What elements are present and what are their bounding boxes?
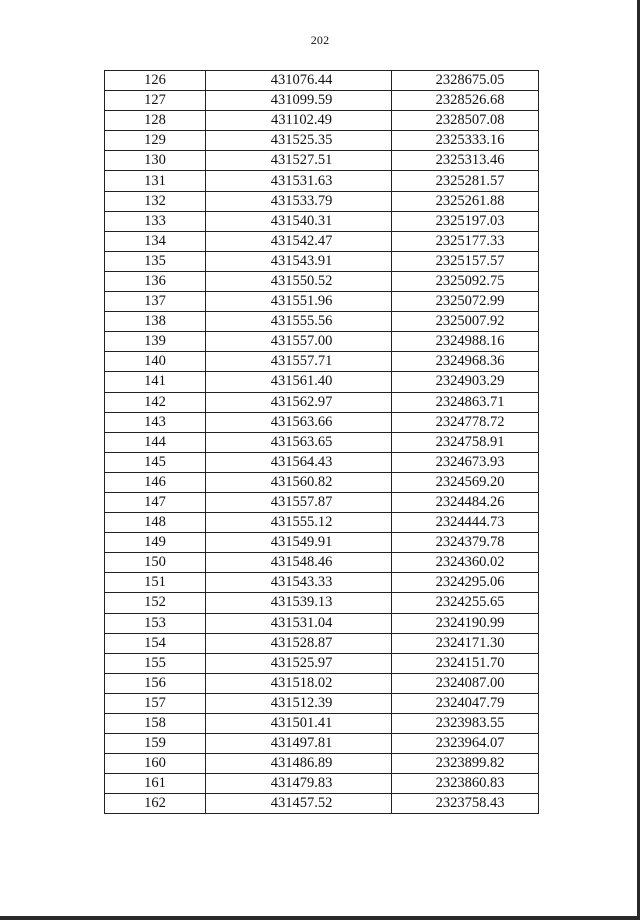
table-row xyxy=(105,492,539,512)
y-coordinate-cell: 2324863.71 xyxy=(392,392,539,412)
table-row xyxy=(105,392,539,412)
x-coordinate-cell: 431542.47 xyxy=(206,231,392,251)
y-coordinate-cell: 2323899.82 xyxy=(392,754,539,774)
x-coordinate-cell: 431555.56 xyxy=(206,312,392,332)
y-coordinate-cell: 2325072.99 xyxy=(392,292,539,312)
point-number-cell: 141 xyxy=(105,372,206,392)
y-coordinate-cell: 2325281.57 xyxy=(392,171,539,191)
point-number-cell: 144 xyxy=(105,432,206,452)
y-coordinate-cell: 2324255.65 xyxy=(392,593,539,613)
table-row xyxy=(105,71,539,91)
point-number-cell: 157 xyxy=(105,693,206,713)
y-coordinate-cell: 2325007.92 xyxy=(392,312,539,332)
table-row xyxy=(105,251,539,271)
table-row xyxy=(105,714,539,734)
y-coordinate-cell: 2324171.30 xyxy=(392,633,539,653)
table-row xyxy=(105,171,539,191)
y-coordinate-cell: 2328507.08 xyxy=(392,111,539,131)
point-number-cell: 143 xyxy=(105,412,206,432)
point-number-cell: 138 xyxy=(105,312,206,332)
table-row xyxy=(105,372,539,392)
table-row xyxy=(105,271,539,291)
page-number: 202 xyxy=(310,33,330,47)
y-coordinate-cell: 2324087.00 xyxy=(392,673,539,693)
point-number-cell: 147 xyxy=(105,492,206,512)
point-number-cell: 155 xyxy=(105,653,206,673)
y-coordinate-cell: 2324047.79 xyxy=(392,693,539,713)
point-number-cell: 139 xyxy=(105,332,206,352)
y-coordinate-cell: 2325092.75 xyxy=(392,271,539,291)
table-row xyxy=(105,131,539,151)
x-coordinate-cell: 431555.12 xyxy=(206,513,392,533)
table-row xyxy=(105,553,539,573)
table-row xyxy=(105,211,539,231)
y-coordinate-cell: 2328675.05 xyxy=(392,71,539,91)
table-row xyxy=(105,452,539,472)
point-number-cell: 148 xyxy=(105,513,206,533)
table-row xyxy=(105,231,539,251)
x-coordinate-cell: 431564.43 xyxy=(206,452,392,472)
coordinate-table xyxy=(104,70,539,814)
x-coordinate-cell: 431557.00 xyxy=(206,332,392,352)
x-coordinate-cell: 431457.52 xyxy=(206,794,392,814)
x-coordinate-cell: 431560.82 xyxy=(206,472,392,492)
point-number-cell: 140 xyxy=(105,352,206,372)
table-row xyxy=(105,633,539,653)
y-coordinate-cell: 2324758.91 xyxy=(392,432,539,452)
table-row xyxy=(105,673,539,693)
y-coordinate-cell: 2324295.06 xyxy=(392,573,539,593)
y-coordinate-cell: 2325333.16 xyxy=(392,131,539,151)
y-coordinate-cell: 2325261.88 xyxy=(392,191,539,211)
table-row xyxy=(105,151,539,171)
point-number-cell: 146 xyxy=(105,472,206,492)
x-coordinate-cell: 431548.46 xyxy=(206,553,392,573)
point-number-cell: 160 xyxy=(105,754,206,774)
x-coordinate-cell: 431562.97 xyxy=(206,392,392,412)
table-row xyxy=(105,432,539,452)
point-number-cell: 153 xyxy=(105,613,206,633)
table-row xyxy=(105,613,539,633)
coordinate-table-body xyxy=(105,71,539,814)
y-coordinate-cell: 2324484.26 xyxy=(392,492,539,512)
x-coordinate-cell: 431501.41 xyxy=(206,714,392,734)
y-coordinate-cell: 2325197.03 xyxy=(392,211,539,231)
y-coordinate-cell: 2323964.07 xyxy=(392,734,539,754)
x-coordinate-cell: 431486.89 xyxy=(206,754,392,774)
y-coordinate-cell: 2324569.20 xyxy=(392,472,539,492)
point-number-cell: 152 xyxy=(105,593,206,613)
point-number-cell: 132 xyxy=(105,191,206,211)
point-number-cell: 154 xyxy=(105,633,206,653)
y-coordinate-cell: 2323983.55 xyxy=(392,714,539,734)
x-coordinate-cell: 431533.79 xyxy=(206,191,392,211)
x-coordinate-cell: 431540.31 xyxy=(206,211,392,231)
table-row xyxy=(105,191,539,211)
table-row xyxy=(105,472,539,492)
point-number-cell: 150 xyxy=(105,553,206,573)
point-number-cell: 136 xyxy=(105,271,206,291)
point-number-cell: 145 xyxy=(105,452,206,472)
y-coordinate-cell: 2324151.70 xyxy=(392,653,539,673)
table-row xyxy=(105,352,539,372)
table-row xyxy=(105,292,539,312)
scan-bottom-edge xyxy=(0,916,640,920)
table-row xyxy=(105,513,539,533)
table-row xyxy=(105,754,539,774)
point-number-cell: 142 xyxy=(105,392,206,412)
table-row xyxy=(105,312,539,332)
table-row xyxy=(105,573,539,593)
x-coordinate-cell: 431563.66 xyxy=(206,412,392,432)
x-coordinate-cell: 431549.91 xyxy=(206,533,392,553)
y-coordinate-cell: 2324988.16 xyxy=(392,332,539,352)
x-coordinate-cell: 431512.39 xyxy=(206,693,392,713)
x-coordinate-cell: 431531.04 xyxy=(206,613,392,633)
y-coordinate-cell: 2323860.83 xyxy=(392,774,539,794)
point-number-cell: 128 xyxy=(105,111,206,131)
x-coordinate-cell: 431551.96 xyxy=(206,292,392,312)
x-coordinate-cell: 431539.13 xyxy=(206,593,392,613)
table-row xyxy=(105,593,539,613)
point-number-cell: 133 xyxy=(105,211,206,231)
table-row xyxy=(105,734,539,754)
x-coordinate-cell: 431557.87 xyxy=(206,492,392,512)
point-number-cell: 159 xyxy=(105,734,206,754)
point-number-cell: 162 xyxy=(105,794,206,814)
point-number-cell: 151 xyxy=(105,573,206,593)
x-coordinate-cell: 431563.65 xyxy=(206,432,392,452)
point-number-cell: 149 xyxy=(105,533,206,553)
point-number-cell: 131 xyxy=(105,171,206,191)
point-number-cell: 129 xyxy=(105,131,206,151)
y-coordinate-cell: 2324968.36 xyxy=(392,352,539,372)
x-coordinate-cell: 431479.83 xyxy=(206,774,392,794)
y-coordinate-cell: 2324778.72 xyxy=(392,412,539,432)
table-row xyxy=(105,111,539,131)
table-row xyxy=(105,412,539,432)
y-coordinate-cell: 2325313.46 xyxy=(392,151,539,171)
x-coordinate-cell: 431531.63 xyxy=(206,171,392,191)
y-coordinate-cell: 2324360.02 xyxy=(392,553,539,573)
x-coordinate-cell: 431550.52 xyxy=(206,271,392,291)
point-number-cell: 158 xyxy=(105,714,206,734)
y-coordinate-cell: 2324444.73 xyxy=(392,513,539,533)
table-row xyxy=(105,794,539,814)
x-coordinate-cell: 431518.02 xyxy=(206,673,392,693)
y-coordinate-cell: 2328526.68 xyxy=(392,91,539,111)
point-number-cell: 127 xyxy=(105,91,206,111)
table-row xyxy=(105,91,539,111)
x-coordinate-cell: 431557.71 xyxy=(206,352,392,372)
x-coordinate-cell: 431099.59 xyxy=(206,91,392,111)
point-number-cell: 137 xyxy=(105,292,206,312)
coordinate-table-container xyxy=(104,70,538,814)
x-coordinate-cell: 431561.40 xyxy=(206,372,392,392)
table-row xyxy=(105,693,539,713)
point-number-cell: 156 xyxy=(105,673,206,693)
y-coordinate-cell: 2324903.29 xyxy=(392,372,539,392)
y-coordinate-cell: 2324673.93 xyxy=(392,452,539,472)
table-row xyxy=(105,332,539,352)
table-row xyxy=(105,533,539,553)
x-coordinate-cell: 431525.35 xyxy=(206,131,392,151)
y-coordinate-cell: 2324379.78 xyxy=(392,533,539,553)
x-coordinate-cell: 431543.33 xyxy=(206,573,392,593)
point-number-cell: 161 xyxy=(105,774,206,794)
point-number-cell: 126 xyxy=(105,71,206,91)
x-coordinate-cell: 431102.49 xyxy=(206,111,392,131)
x-coordinate-cell: 431497.81 xyxy=(206,734,392,754)
table-row xyxy=(105,653,539,673)
point-number-cell: 135 xyxy=(105,251,206,271)
x-coordinate-cell: 431527.51 xyxy=(206,151,392,171)
y-coordinate-cell: 2323758.43 xyxy=(392,794,539,814)
x-coordinate-cell: 431543.91 xyxy=(206,251,392,271)
y-coordinate-cell: 2325157.57 xyxy=(392,251,539,271)
x-coordinate-cell: 431076.44 xyxy=(206,71,392,91)
y-coordinate-cell: 2324190.99 xyxy=(392,613,539,633)
table-row xyxy=(105,774,539,794)
x-coordinate-cell: 431528.87 xyxy=(206,633,392,653)
point-number-cell: 130 xyxy=(105,151,206,171)
x-coordinate-cell: 431525.97 xyxy=(206,653,392,673)
y-coordinate-cell: 2325177.33 xyxy=(392,231,539,251)
point-number-cell: 134 xyxy=(105,231,206,251)
